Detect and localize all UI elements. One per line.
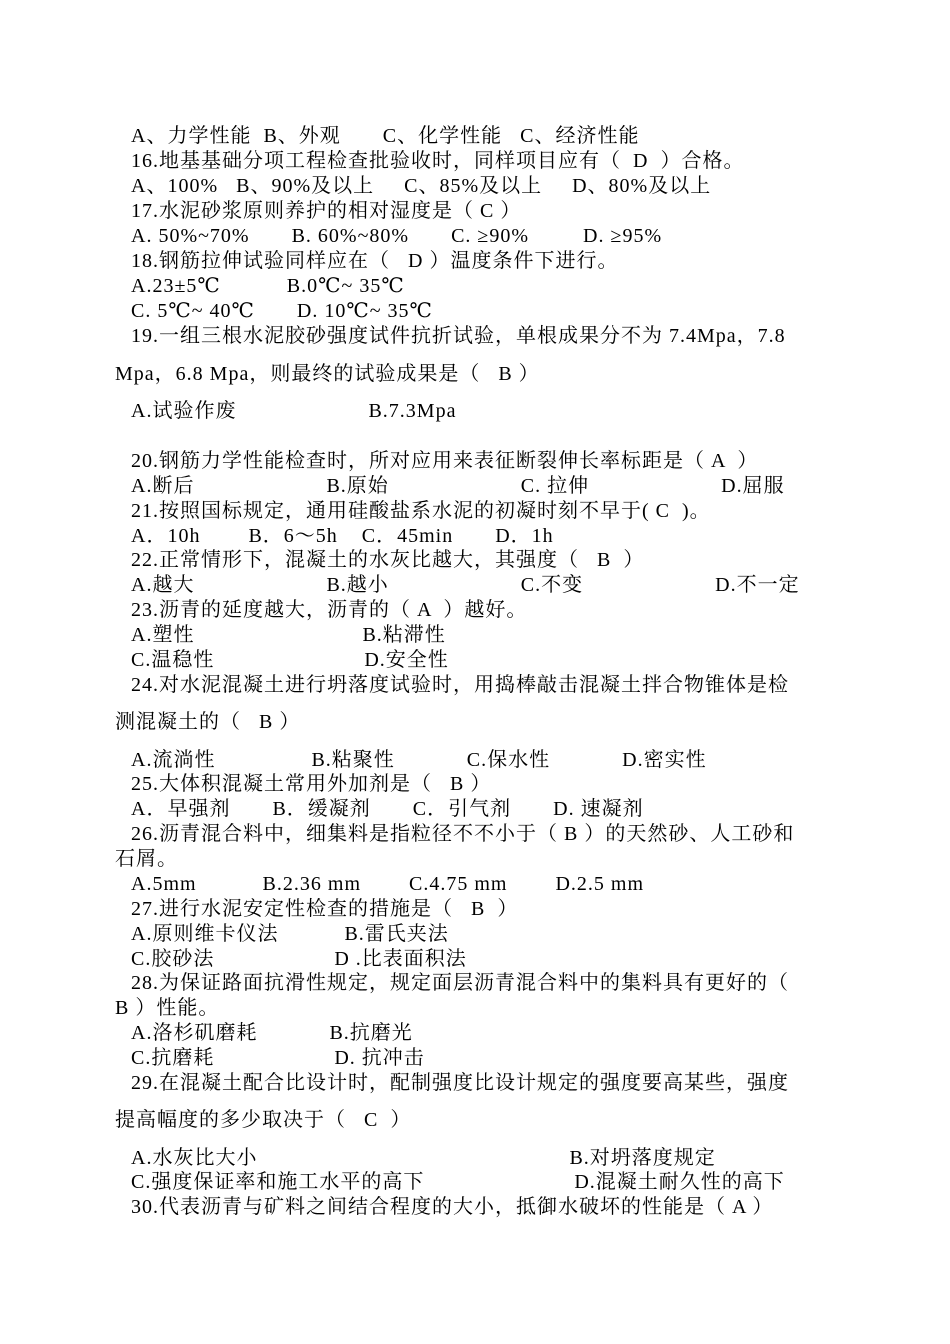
answer-options-q28-row2: C.抗磨耗 D. 抗冲击: [131, 1047, 425, 1069]
question-25: 25.大体积混凝土常用外加剂是（ B ）: [131, 773, 492, 795]
answer-options-q22: A.越大 B.越小 C.不变 D.不一定: [131, 574, 800, 596]
answer-options-q28-row1: A.洛杉矶磨耗 B.抗磨光: [131, 1022, 413, 1044]
answer-options-q19: A.试验作废 B.7.3Mpa: [131, 400, 457, 422]
answer-options-q23-row2: C.温稳性 D.安全性: [131, 649, 449, 671]
question-19-line1: 19.一组三根水泥胶砂强度试件抗折试验，单根成果分不为 7.4Mpa，7.8: [131, 325, 786, 347]
question-24-line1: 24.对水泥混凝土进行坍落度试验时，用捣棒敲击混凝土拌合物锥体是检: [131, 674, 789, 696]
answer-options-q15: A、力学性能 B、外观 C、化学性能 C、经济性能: [131, 125, 640, 147]
answer-options-q27-row1: A.原则维卡仪法 B.雷氏夹法: [131, 923, 449, 945]
question-28-line1: 28.为保证路面抗滑性规定，规定面层沥青混合料中的集料具有更好的（: [131, 972, 789, 994]
answer-options-q24: A.流淌性 B.粘聚性 C.保水性 D.密实性: [131, 749, 707, 771]
question-24-line2: 测混凝土的（ B ）: [115, 711, 301, 733]
question-29-line1: 29.在混凝土配合比设计时，配制强度比设计规定的强度要高某些，强度: [131, 1072, 789, 1094]
question-17: 17.水泥砂浆原则养护的相对湿度是（ C ）: [131, 200, 522, 222]
question-23: 23.沥青的延度越大，沥青的（ A ）越好。: [131, 599, 528, 621]
answer-options-q20: A.断后 B.原始 C. 拉伸 D.屈服: [131, 475, 785, 497]
question-29-line2: 提高幅度的多少取决于（ C ）: [115, 1109, 412, 1131]
answer-options-q18-row2: C. 5℃~ 40℃ D. 10℃~ 35℃: [131, 300, 433, 322]
answer-options-q26: A.5mm B.2.36 mm C.4.75 mm D.2.5 mm: [131, 873, 645, 895]
question-26-line1: 26.沥青混合料中，细集料是指粒径不不小于（ B ）的天然砂、人工砂和: [131, 823, 795, 845]
question-27: 27.进行水泥安定性检查的措施是（ B ）: [131, 898, 519, 920]
question-16: 16.地基基础分项工程检查批验收时，同样项目应有（ D ）合格。: [131, 150, 745, 172]
question-21: 21.按照国标规定，通用硅酸盐系水泥的初凝时刻不早于( C )。: [131, 500, 711, 522]
answer-options-q29-row2: C.强度保证率和施工水平的高下 D.混凝土耐久性的高下: [131, 1171, 785, 1193]
question-18: 18.钢筋拉伸试验同样应在（ D ）温度条件下进行。: [131, 250, 619, 272]
question-26-line2: 石屑。: [115, 848, 178, 870]
question-20: 20.钢筋力学性能检查时，所对应用来表征断裂伸长率标距是（ A ）: [131, 450, 759, 472]
answer-options-q25: A．早强剂 B．缓凝剂 C．引气剂 D. 速凝剂: [131, 798, 644, 820]
question-30: 30.代表沥青与矿料之间结合程度的大小，抵御水破坏的性能是（ A ）: [131, 1196, 774, 1218]
answer-options-q27-row2: C.胶砂法 D .比表面积法: [131, 948, 467, 970]
question-28-line2: B ）性能。: [115, 997, 220, 1019]
question-22: 22.正常情形下，混凝土的水灰比越大，其强度（ B ）: [131, 549, 645, 571]
answer-options-q18-row1: A.23±5℃ B.0℃~ 35℃: [131, 275, 405, 297]
question-19-line2: Mpa，6.8 Mpa，则最终的试验成果是（ B ）: [115, 363, 540, 385]
answer-options-q23-row1: A.塑性 B.粘滞性: [131, 624, 446, 646]
answer-options-q16: A、100% B、90%及以上 C、85%及以上 D、80%及以上: [131, 175, 712, 197]
answer-options-q21: A．10h B．6～5h C．45min D．1h: [131, 525, 554, 547]
answer-options-q17: A. 50%~70% B. 60%~80% C. ≥90% D. ≥95%: [131, 225, 663, 247]
answer-options-q29-row1: A.水灰比大小 B.对坍落度规定: [131, 1147, 716, 1169]
